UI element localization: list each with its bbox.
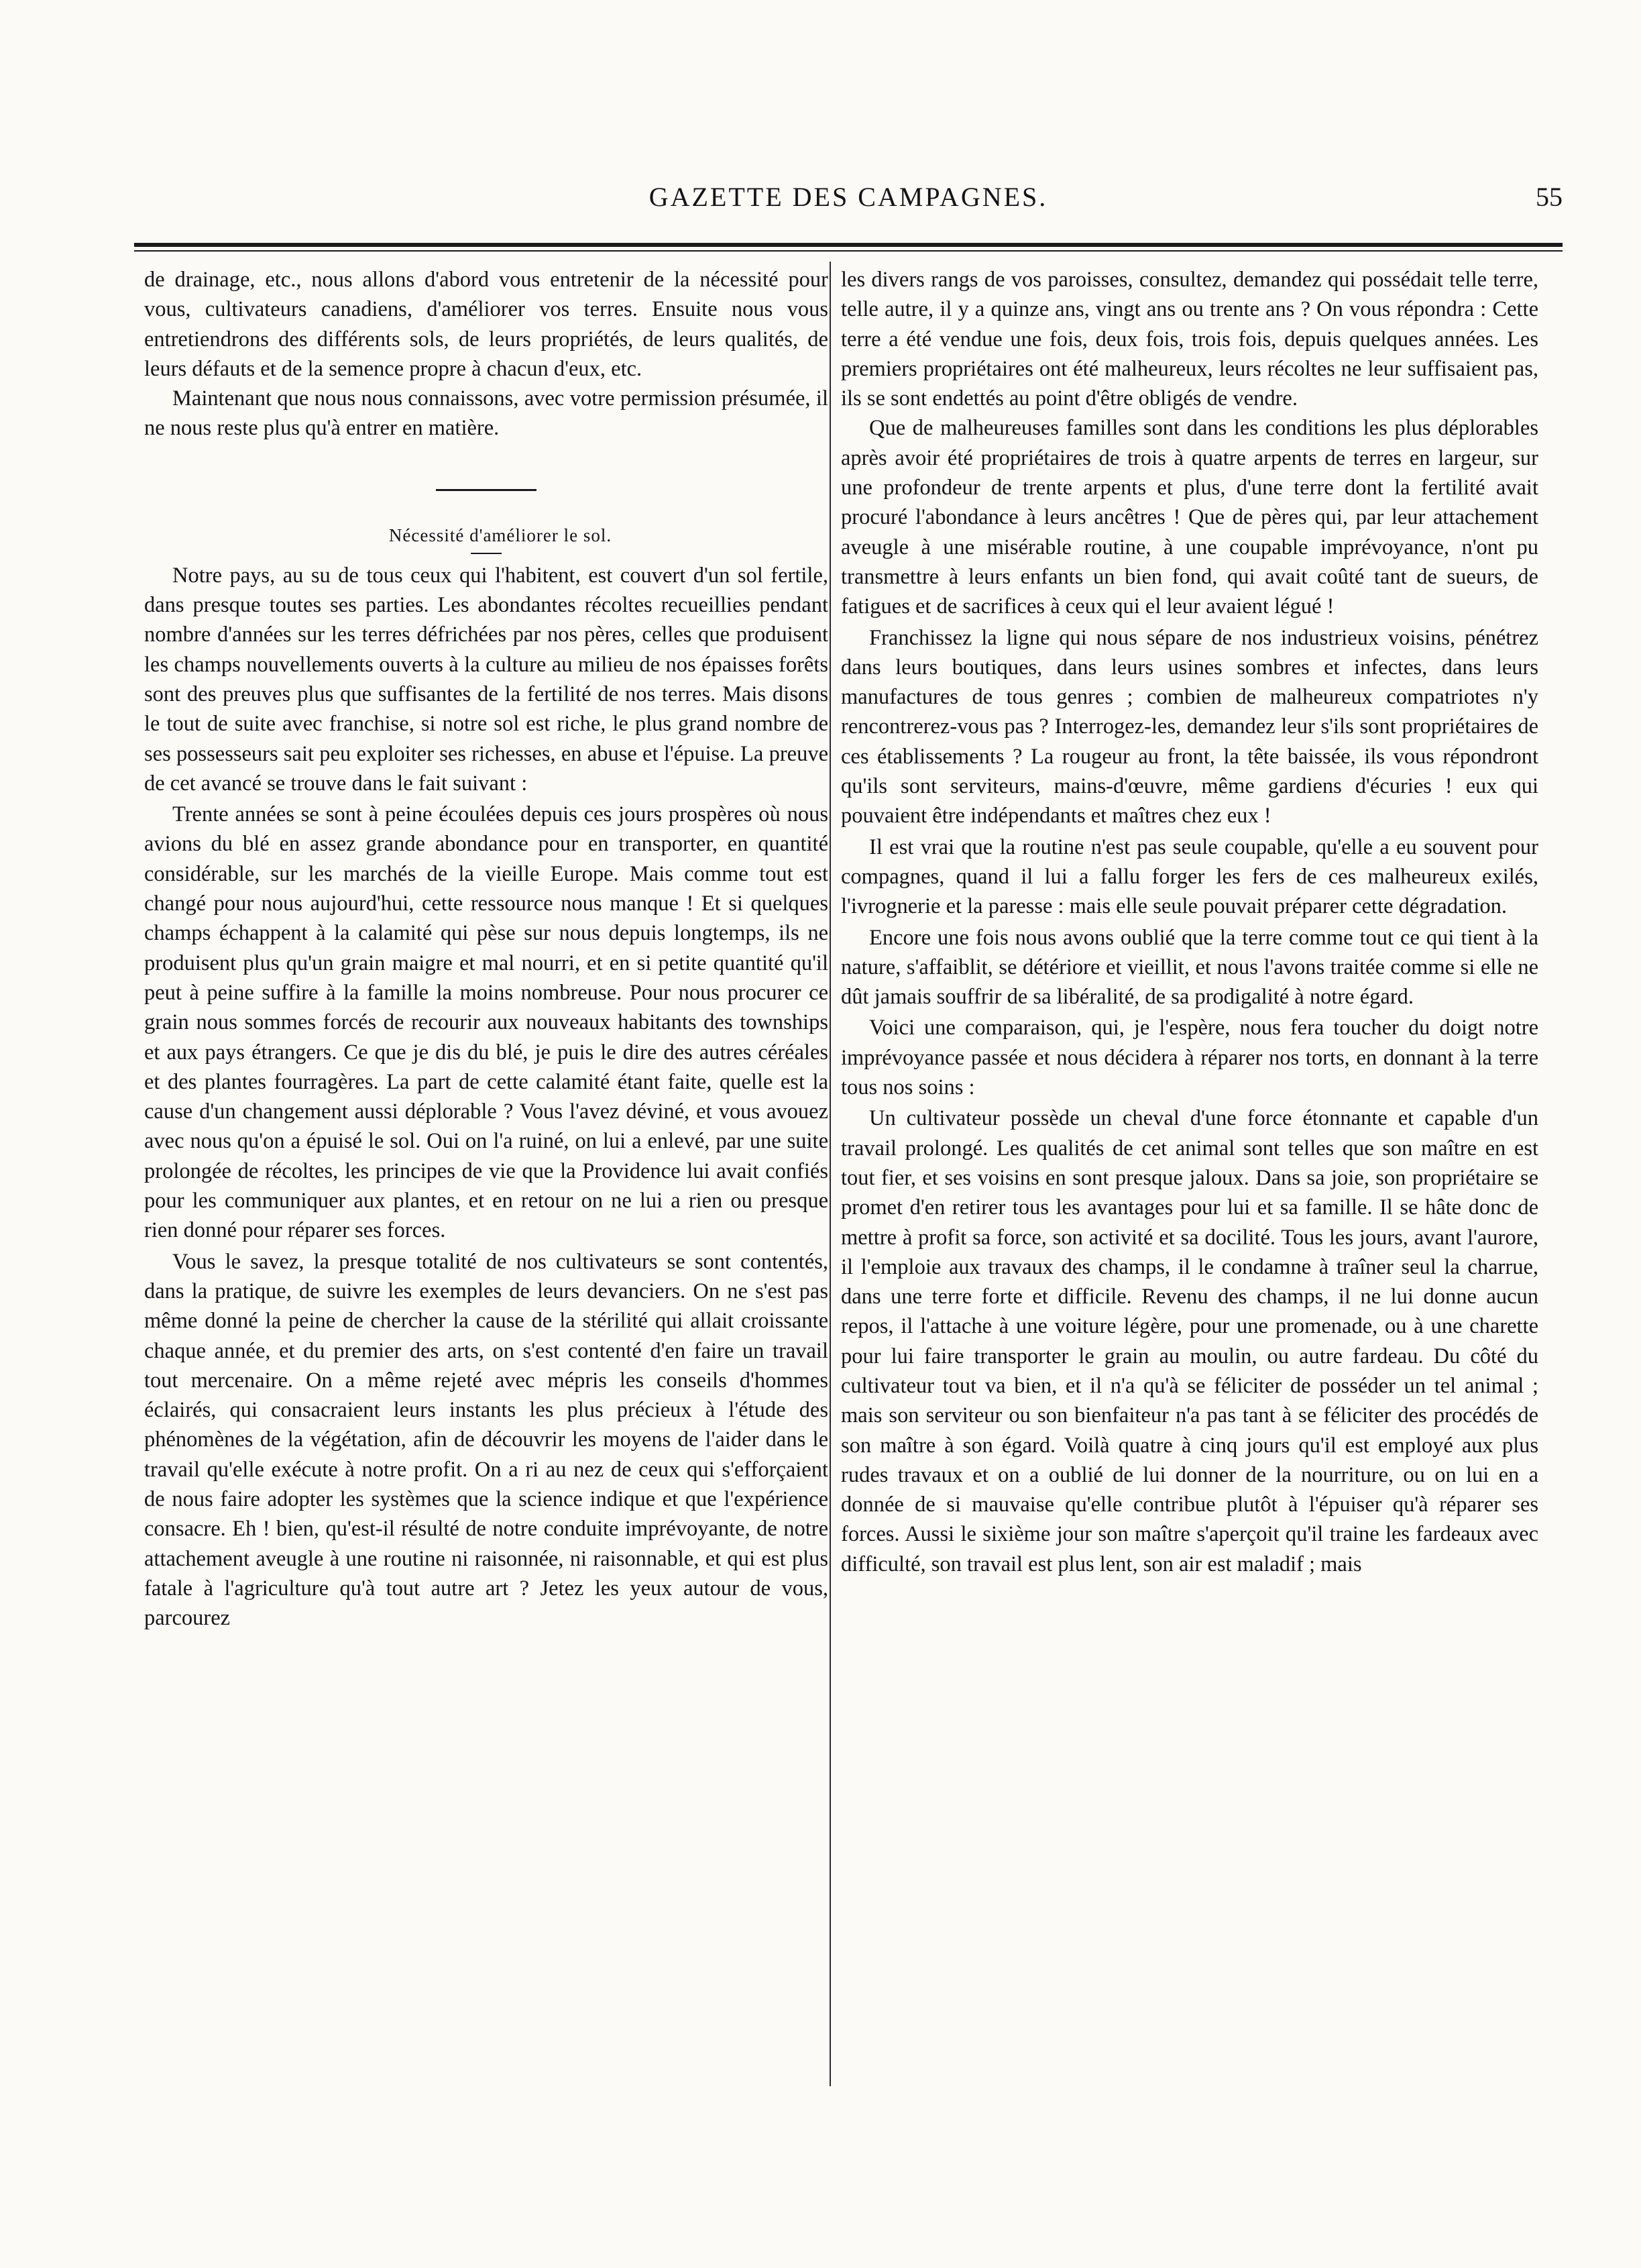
paragraph: Vous le savez, la presque totalité de nos cultivateurs se sont contentés, dans la pratique, de suivre les exemples de leurs devanciers. On ne s'est pas même donné la peine de chercher la cause de la stérilité qui allait croissante chaque année, et du premier des arts, on s'est contenté d'en faire un travail tout mercenaire. On a même rejeté avec mépris les conseils d'hommes éclairés, qui consacraient leurs instants les plus précieux à l'étude des phénomènes de la végétation, afin de découvrir les moyens de l'aider dans le travail qu'elle exécute à notre profit. On a ri au nez de ceux qui s'efforçaient de nous faire adopter les systèmes que la science indique et que l'expérience consacre. Eh ! bien, qu'est-il résulté de notre conduite imprévoyante, de notre attachement aveugle à une routine ni raisonnée, ni raisonnable, et qui est plus fatale à l'agriculture qu'à tout autre art ? Jetez les yeux autour de vous, parcourez (144, 1249, 828, 1631)
running-title: GAZETTE DES CAMPAGNES. (648, 182, 1048, 212)
paragraph: de drainage, etc., nous allons d'abord vous entretenir de la nécessité pour vous, cultivateurs canadiens, d'améliorer vos terres. Ensuite nous vous entretiendrons des différents sols, de leurs propriétés, de leurs qualités, de leurs défauts et de la semence propre à chacun d'eux, etc. (144, 268, 828, 381)
paragraph: Maintenant que nous nous connaissons, avec votre permission présumée, il ne nous reste plus qu'à entrer en matière. (144, 386, 828, 441)
page-header (134, 181, 1563, 228)
section-separator (436, 489, 536, 491)
paragraph: Un cultivateur possède un cheval d'une force étonnante et capable d'un travail prolongé. Les qualités de cet animal sont telles que son maître en est tout fier, et ses voisins en sont presque jaloux. Dans sa joie, son propriétaire se promet d'en retirer tous les avantages pour lui et sa famille. Il se hâte donc de mettre à profit sa force, son activité et sa docilité. Tous les jours, avant l'aurore, il l'emploie aux travaux des champs, il le condamne à traîner seul la charrue, dans une terre forte et difficile. Revenu des champs, il ne lui donne aucun repos, il l'attache à une voiture légère, pour une promenade, ou à une charette pour lui faire transporter le grain au moulin, ou autre fardeau. Du côté du cultivateur tout va bien, et il n'a qu'à se féliciter de posséder un tel animal ; mais son serviteur ou son bienfaiteur n'a pas tant à se féliciter des procédés de son maître à son égard. Voilà quatre à cinq jours qu'il est employé aux plus rudes travaux et on a oublié de lui donner de la nourriture, ou on lui en a donnée de si mauvaise qu'elle contribue plutôt à l'épuiser qu'à réparer ses forces. Aussi le sixième jour son maître s'aperçoit qu'il traine les fardeaux avec difficulté, son travail est plus lent, son air est maladif ; mais (841, 1106, 1538, 1576)
paragraph: Que de malheureuses familles sont dans les conditions les plus déplorables après avoir été propriétaires de trois à quatre arpents de terres en largeur, sur une profondeur de trente arpents et plus, d'une terre dont la fertilité avait procuré l'abondance à leurs ancêtres ! Que de pères qui, par leur attachement aveugle à une misérable routine, à une coupable imprévoyance, n'ont pu transmettre à leurs enfants un bien fond, qui avait coûté tant de sueurs, de fatigues et de sacrifices à ceux qui el leur avaient légué ! (841, 416, 1538, 619)
paragraph: Voici une comparaison, qui, je l'espère, nous fera toucher du doigt notre imprévoyance passée et nous décidera à réparer nos torts, en donnant à la terre tous nos soins : (841, 1016, 1538, 1100)
left-column (144, 265, 828, 1633)
paragraph: les divers rangs de vos paroisses, consultez, demandez qui possédait telle terre, telle autre, il y a quinze ans, vingt ans ou trente ans ? On vous répondra : Cette terre a été vendue une fois, deux fois, trois fois, depuis quelques années. Les premiers propriétaires ont été malheureux, leurs récoltes ne leur suffisaient pas, ils se sont endettés au point d'être obligés de vendre. (841, 268, 1538, 411)
paragraph: Encore une fois nous avons oublié que la terre comme tout ce qui tient à la nature, s'affaiblit, se détériore et vieillit, et nous l'avons traitée comme si elle ne dût jamais souffrir de sa libéralité, de sa prodigalité à notre égard. (841, 925, 1538, 1010)
paragraph: Il est vrai que la routine n'est pas seule coupable, qu'elle a eu souvent pour compagnes, quand il lui a fallu forger les fers de ces malheureux exilés, l'ivrognerie et la paresse : mais elle seule pouvait préparer cette dégradation. (841, 834, 1538, 919)
section-heading-dash (471, 553, 502, 554)
paragraph: Franchissez la ligne qui nous sépare de nos industrieux voisins, pénétrez dans leurs boutiques, dans leurs usines sombres et infectes, dans leurs manufactures de tous genres ; combien de malheureux compatriotes n'y rencontrerez-vous pas ? Interrogez-les, demandez leur s'ils sont propriétaires de ces établissements ? La rougeur au front, la tête baissée, ils vous répondront qu'ils sont serviteurs, mains-d'œuvre, même gardiens d'écuries ! eux qui pouvaient être indépendants et maîtres chez eux ! (841, 625, 1538, 828)
paragraph: Trente années se sont à peine écoulées depuis ces jours prospères où nous avions du blé en assez grande abondance pour en transporter, en quantité considérable, sur les marchés de la vieille Europe. Mais comme tout est changé pour nous aujourd'hui, cette ressource nous manque ! Et si quelques champs échappent à la calamité qui pèse sur nous depuis longtemps, ils ne produisent plus qu'un grain maigre et mal nourri, et en si petite quantité qu'il peut à peine suffire à la famille la moins nombreuse. Pour nous procurer ce grain nous sommes forcés de recourir aux nouveaux habitants des townships et aux pays étrangers. Ce que je dis du blé, je puis le dire des autres céréales et des plantes fourragères. La part de cette calamité étant faite, quelle est la cause d'un changement aussi déplorable ? Vous l'avez déviné, et vous avouez avec nous qu'on a épuisé le sol. Oui on l'a ruiné, on lui a enlevé, par une suite prolongée de récoltes, les principes de vie que la Providence lui avait confiés pour les communiquer aux plantes, et en retour on ne lui a rien ou presque rien donné pour réparer ses forces. (144, 802, 828, 1243)
page-number: 55 (1536, 182, 1563, 212)
header-rule-thin (134, 250, 1563, 252)
paragraph: Notre pays, au su de tous ceux qui l'habitent, est couvert d'un sol fertile, dans presque toutes ses parties. Les abondantes récoltes recueillies pendant nombre d'années sur les terres défrichées par nos pères, celles que produisent les champs nouvellements ouverts à la culture au milieu de nos épaisses forêts sont des preuves plus que suffisantes de la fertilité de nos terres. Mais disons le tout de suite avec franchise, si notre sol est riche, le plus grand nombre de ses possesseurs sait peu exploiter ses richesses, en abuse et l'épuise. La preuve de cet avancé se trouve dans le fait suivant : (144, 563, 828, 796)
section-heading: Nécessité d'améliorer le sol. (388, 525, 612, 545)
header-rule-thick (134, 243, 1563, 247)
right-column (841, 265, 1538, 1579)
column-divider (830, 262, 831, 2086)
